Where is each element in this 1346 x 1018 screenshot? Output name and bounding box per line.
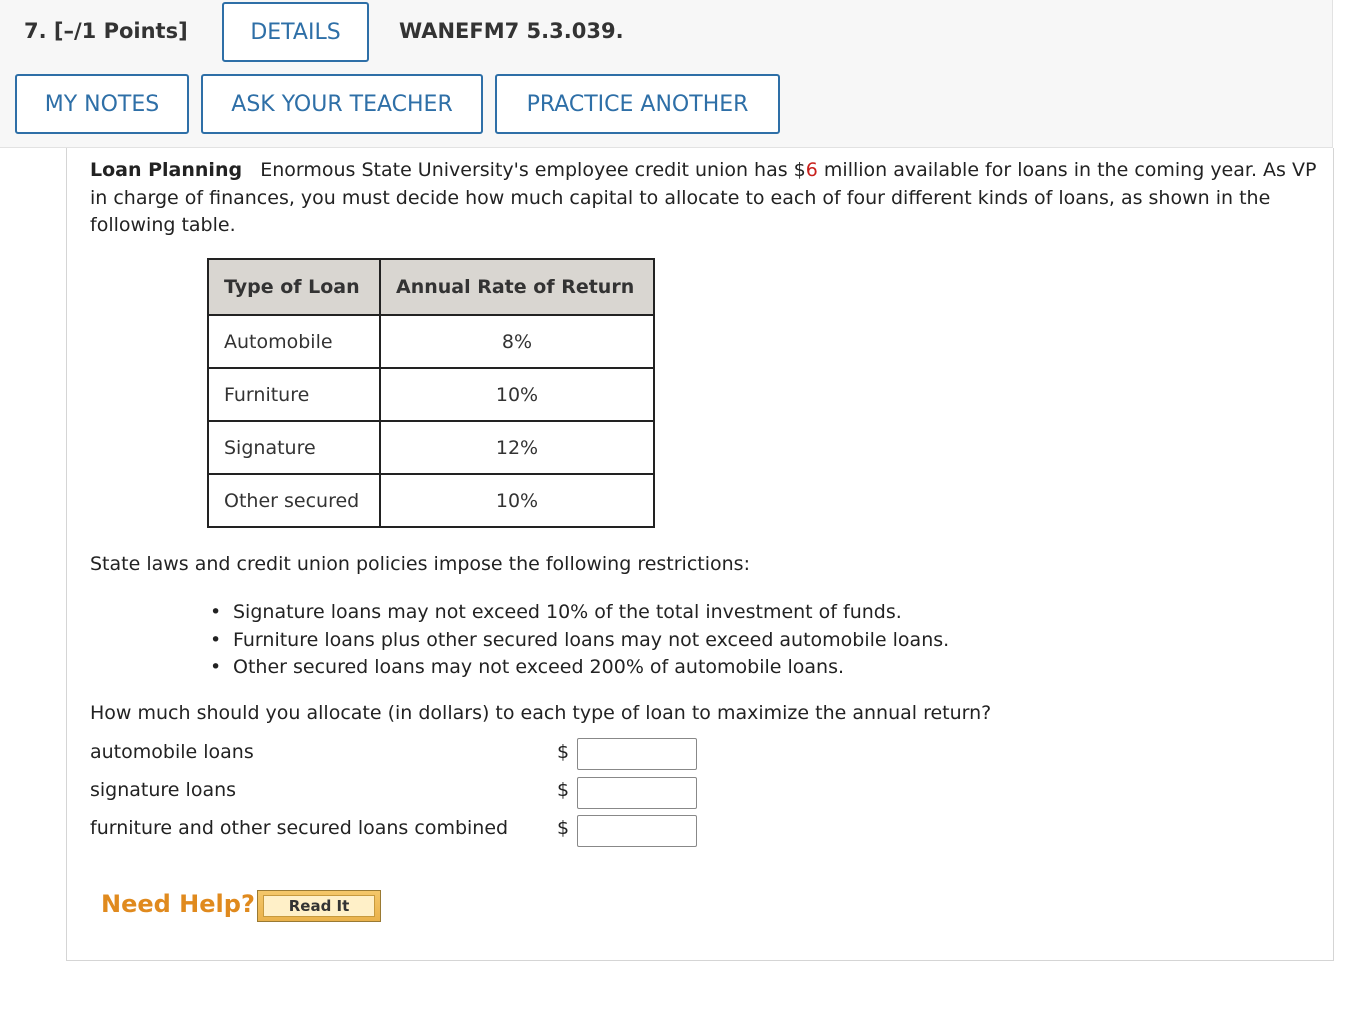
list-item — [208, 627, 949, 655]
dollar-sign: $ — [557, 779, 570, 801]
details-button[interactable]: DETAILS — [222, 2, 369, 62]
restriction-text: Other secured loans may not exceed 200% of automobile loans. — [233, 656, 845, 678]
capital-amount: 6 — [805, 159, 818, 181]
rate-cell: 10% — [380, 474, 654, 527]
bullet-icon: • — [210, 601, 222, 623]
header-annual-rate: Annual Rate of Return — [380, 259, 654, 315]
furniture-other-loans-input[interactable] — [577, 815, 697, 847]
table-row — [208, 474, 654, 527]
furniture-other-loans-label: furniture and other secured loans combined — [90, 817, 509, 839]
intro-text-part2: million available for loans in the coming year. As VP in charge of finances, you must decide how much capital to allocate to each of four different kinds of loans, as shown in the following table. — [90, 159, 1317, 236]
bullet-icon: • — [210, 656, 222, 678]
dollar-sign: $ — [557, 741, 570, 763]
question-id: WANEFM7 5.3.039. — [399, 19, 624, 43]
signature-loans-input[interactable] — [577, 777, 697, 809]
need-help-label: Need Help? — [101, 890, 255, 918]
loan-rates-table — [207, 258, 655, 528]
dollar-sign: $ — [557, 817, 570, 839]
table-row — [208, 315, 654, 368]
problem-intro — [90, 157, 1320, 240]
restrictions-list — [208, 599, 949, 682]
list-item — [208, 599, 949, 627]
practice-another-button[interactable]: PRACTICE ANOTHER — [495, 74, 780, 134]
list-item — [208, 654, 949, 682]
automobile-loans-input[interactable] — [577, 738, 697, 770]
rate-cell: 12% — [380, 421, 654, 474]
question-header — [0, 0, 1333, 148]
signature-loans-label: signature loans — [90, 779, 237, 801]
problem-title: Loan Planning — [90, 159, 243, 181]
loan-type-cell: Furniture — [208, 368, 380, 421]
rate-cell: 8% — [380, 315, 654, 368]
question-number: 7. [–/1 Points] — [24, 19, 188, 43]
restriction-text: Furniture loans plus other secured loans may not exceed automobile loans. — [233, 628, 950, 651]
automobile-loans-label: automobile loans — [90, 741, 254, 763]
loan-type-cell: Automobile — [208, 315, 380, 368]
table-row — [208, 421, 654, 474]
read-it-button[interactable] — [257, 890, 381, 922]
table-header-row — [208, 259, 654, 315]
loan-type-cell: Other secured — [208, 474, 380, 527]
bullet-icon: • — [210, 628, 222, 651]
table-row — [208, 368, 654, 421]
intro-text-part1: Enormous State University's employee credit union has $ — [260, 159, 806, 181]
question-text: How much should you allocate (in dollars) to each type of loan to maximize the annual return? — [90, 702, 992, 724]
read-it-label: Read It — [263, 895, 375, 917]
ask-teacher-button[interactable]: ASK YOUR TEACHER — [201, 74, 483, 134]
my-notes-button[interactable]: MY NOTES — [15, 74, 189, 134]
header-type-of-loan: Type of Loan — [208, 259, 380, 315]
loan-type-cell: Signature — [208, 421, 380, 474]
restrictions-intro: State laws and credit union policies impose the following restrictions: — [90, 553, 750, 575]
restriction-text: Signature loans may not exceed 10% of the total investment of funds. — [233, 601, 902, 623]
rate-cell: 10% — [380, 368, 654, 421]
